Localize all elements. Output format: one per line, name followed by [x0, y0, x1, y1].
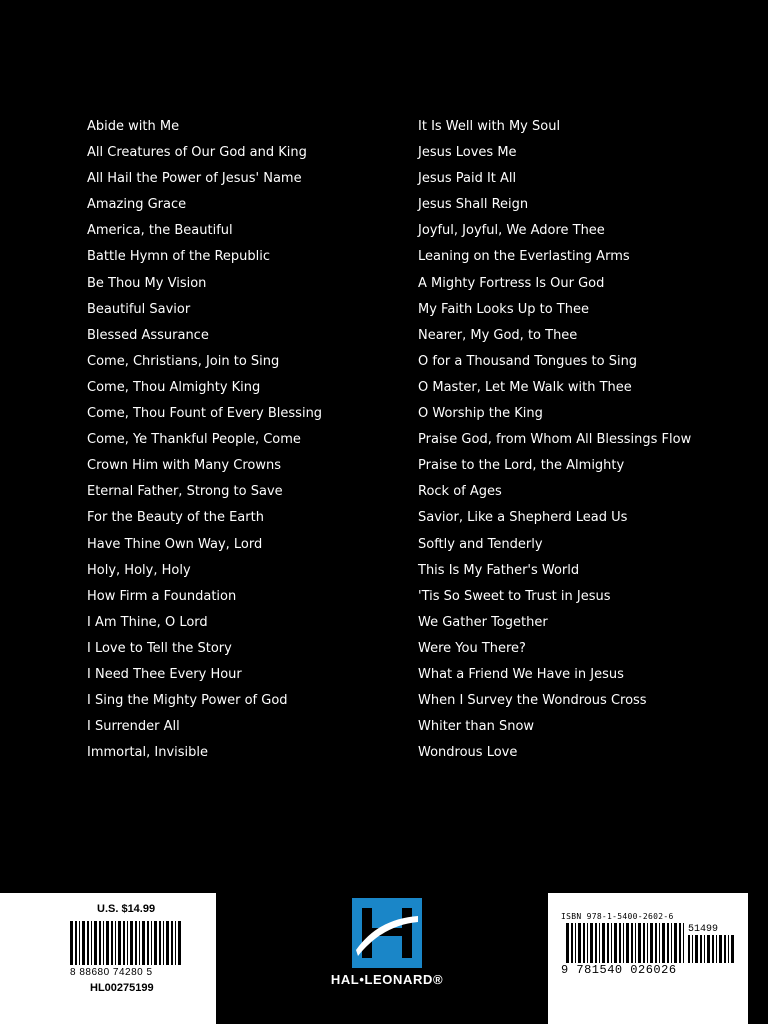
barcode-bar [692, 935, 693, 963]
barcode-bar [566, 923, 569, 963]
barcode-bar [94, 921, 97, 965]
ean-barcode [566, 923, 686, 963]
barcode-bar [142, 921, 145, 965]
song-title: Wondrous Love [418, 745, 518, 761]
song-title: I Love to Tell the Story [87, 640, 232, 656]
barcode-bar [623, 923, 624, 963]
barcode-bar [638, 923, 641, 963]
barcode-bar [82, 921, 85, 965]
song-title: All Creatures of Our God and King [87, 145, 307, 161]
barcode-bar [123, 921, 125, 965]
song-title: Jesus Shall Reign [418, 197, 529, 213]
upc-barcode [70, 921, 182, 965]
song-title: We Gather Together [418, 614, 548, 630]
song-title: Battle Hymn of the Republic [87, 249, 271, 265]
barcode-bar [700, 935, 702, 963]
song-title: Amazing Grace [87, 197, 187, 213]
song-title: 'Tis So Sweet to Trust in Jesus [418, 588, 611, 604]
barcode-bar [159, 921, 161, 965]
song-title: Come, Thou Fount of Every Blessing [87, 406, 323, 422]
barcode-bar [712, 935, 714, 963]
song-title: It Is Well with My Soul [418, 119, 561, 134]
barcode-bar [662, 923, 665, 963]
song-title: Jesus Loves Me [418, 145, 517, 161]
barcode-bar [716, 935, 717, 963]
song-title: I Need Thee Every Hour [87, 666, 242, 682]
barcode-bar [659, 923, 660, 963]
song-title: How Firm a Foundation [87, 588, 237, 604]
barcode-bar [626, 923, 629, 963]
song-title: For the Beauty of the Earth [87, 510, 264, 526]
song-title: O Worship the King [418, 406, 543, 422]
song-title: Were You There? [418, 640, 526, 656]
barcode-bar [175, 921, 176, 965]
supplement-digits: 51499 [688, 924, 719, 935]
barcode-bar [151, 921, 152, 965]
barcode-bar [671, 923, 672, 963]
song-title: Praise to the Lord, the Almighty [418, 458, 625, 474]
song-title: Immortal, Invisible [87, 745, 209, 761]
song-title: Crown Him with Many Crowns [87, 458, 281, 474]
barcode-bar [650, 923, 653, 963]
barcode-bar [118, 921, 121, 965]
song-title: Come, Thou Almighty King [87, 379, 261, 395]
song-title: Leaning on the Everlasting Arms [418, 249, 630, 265]
barcode-bar [178, 921, 181, 965]
barcode-bar [87, 921, 89, 965]
song-title: Jesus Paid It All [418, 171, 517, 187]
barcode-bar [130, 921, 133, 965]
song-title: Whiter than Snow [418, 719, 535, 735]
barcode-bar [583, 923, 585, 963]
price-barcode-panel [0, 893, 216, 1024]
barcode-bar [139, 921, 140, 965]
song-title: Beautiful Savior [87, 301, 191, 317]
barcode-bar [103, 921, 104, 965]
song-title: All Hail the Power of Jesus' Name [87, 171, 302, 187]
barcode-bar [147, 921, 149, 965]
supplement-barcode [688, 935, 736, 963]
barcode-bar [731, 935, 734, 963]
barcode-bar [683, 923, 684, 963]
publisher-name: HAL•LEONARD® [330, 972, 444, 987]
song-title: Come, Christians, Join to Sing [87, 353, 280, 369]
barcode-bar [679, 923, 681, 963]
barcode-bar [99, 921, 101, 965]
song-list-left [87, 118, 322, 770]
song-title: Blessed Assurance [87, 327, 209, 343]
barcode-bar [91, 921, 92, 965]
song-title: I Sing the Mighty Power of God [87, 693, 288, 709]
barcode-bar [79, 921, 80, 965]
barcode-bar [611, 923, 612, 963]
barcode-bar [647, 923, 648, 963]
song-title: I Am Thine, O Lord [87, 614, 208, 630]
barcode-bar [111, 921, 113, 965]
song-title: Softly and Tenderly [418, 536, 543, 552]
barcode-bar [70, 921, 73, 965]
song-title: When I Survey the Wondrous Cross [418, 693, 647, 709]
song-title: A Mighty Fortress Is Our God [418, 275, 605, 291]
isbn-barcode-panel [548, 893, 748, 1024]
barcode-bar [590, 923, 593, 963]
barcode-bar [127, 921, 128, 965]
song-title: Be Thou My Vision [87, 275, 207, 291]
barcode-bar [135, 921, 137, 965]
song-title: Abide with Me [87, 119, 180, 134]
barcode-bar [674, 923, 677, 963]
barcode-bar [614, 923, 617, 963]
barcode-bar [724, 935, 726, 963]
barcode-bar [163, 921, 164, 965]
price-label: U.S. $14.99 [97, 903, 156, 915]
barcode-bar [619, 923, 621, 963]
barcode-bar [635, 923, 636, 963]
barcode-bar [587, 923, 588, 963]
barcode-bar [643, 923, 645, 963]
barcode-bar [719, 935, 722, 963]
barcode-bar [578, 923, 581, 963]
song-title: Come, Ye Thankful People, Come [87, 432, 301, 448]
barcode-bar [695, 935, 698, 963]
song-title: Joyful, Joyful, We Adore Thee [418, 223, 605, 239]
barcode-bar [154, 921, 157, 965]
song-title: Holy, Holy, Holy [87, 562, 191, 578]
barcode-bar [602, 923, 605, 963]
hal-leonard-logo-mark [352, 898, 422, 968]
barcode-bar [667, 923, 669, 963]
song-title: Have Thine Own Way, Lord [87, 536, 263, 552]
song-list-right [418, 118, 691, 770]
publisher-logo [312, 898, 462, 994]
upc-digits: 8 88680 74280 5 [70, 967, 153, 978]
song-title: My Faith Looks Up to Thee [418, 301, 589, 317]
ean-digits: 9 781540 026026 [561, 963, 677, 977]
barcode-bar [75, 921, 77, 965]
song-title: Eternal Father, Strong to Save [87, 484, 283, 500]
barcode-bar [688, 935, 690, 963]
song-title: America, the Beautiful [87, 223, 233, 239]
barcode-bar [166, 921, 169, 965]
barcode-bar [106, 921, 109, 965]
song-title: Rock of Ages [418, 484, 502, 500]
song-title: O for a Thousand Tongues to Sing [418, 353, 638, 369]
barcode-bar [607, 923, 609, 963]
barcode-bar [728, 935, 729, 963]
barcode-bar [171, 921, 173, 965]
song-title: I Surrender All [87, 719, 180, 735]
barcode-bar [575, 923, 576, 963]
isbn-label: ISBN 978-1-5400-2602-6 [561, 912, 674, 921]
barcode-bar [595, 923, 597, 963]
barcode-bar [704, 935, 705, 963]
barcode-bar [599, 923, 600, 963]
song-title: What a Friend We Have in Jesus [418, 666, 624, 682]
song-title: O Master, Let Me Walk with Thee [418, 379, 632, 395]
song-title: Nearer, My God, to Thee [418, 327, 578, 343]
song-title: Savior, Like a Shepherd Lead Us [418, 510, 628, 526]
product-code: HL00275199 [90, 982, 154, 994]
barcode-bar [655, 923, 657, 963]
barcode-bar [115, 921, 116, 965]
song-title: This Is My Father's World [418, 562, 580, 578]
song-title: Praise God, from Whom All Blessings Flow [418, 432, 692, 448]
barcode-bar [571, 923, 573, 963]
barcode-bar [631, 923, 633, 963]
barcode-bar [707, 935, 710, 963]
